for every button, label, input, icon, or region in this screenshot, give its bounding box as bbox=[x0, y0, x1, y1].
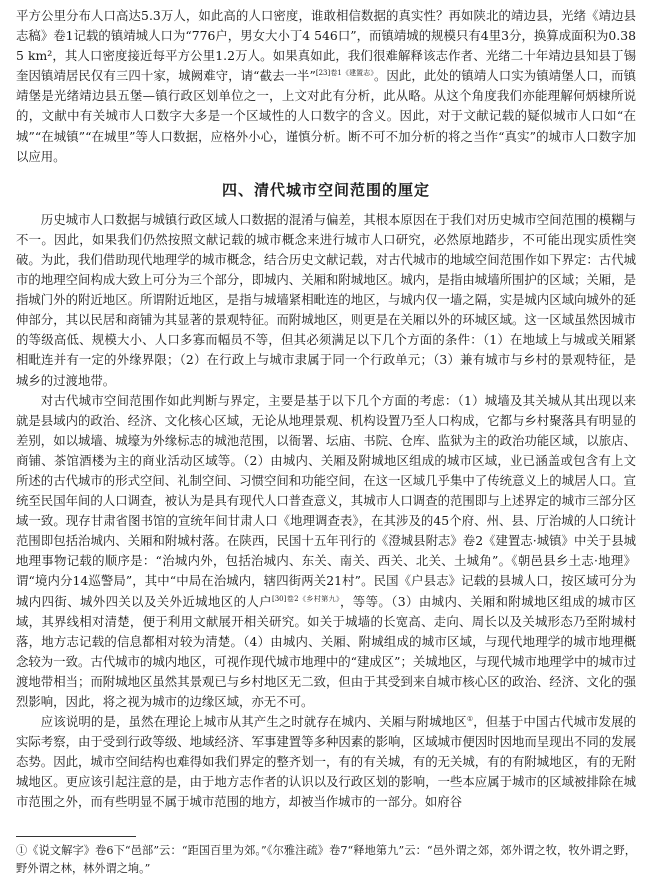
footnote-divider bbox=[16, 836, 136, 837]
section-heading: 四、清代城市空间范围的厘定 bbox=[221, 180, 430, 199]
text-run: 平方公里分布人口高达5.3万人，如此高的人口密度，谁敢相信数据的真实性？再如陕北的靖边县，光绪《靖边县志稿》卷1记载的镇靖城人口为“776户，男女大小丁4 546口”，而镇靖城的规模只有4里3分，换算成面积为0.385 km²，其人口密度接近每平方公里1.2万人。如果真如此，我们很难解释该志作者、光绪二十年靖边县知县丁锡奎因镇靖居民仅有三四十家，城阙难守，请“截去一半” bbox=[16, 8, 636, 84]
footnote: ①《说文解字》卷6下“邑部”云：“距国百里为郊。”《尔雅注疏》卷7“释地第九”云：“邑外谓之郊，郊外谓之牧，牧外谓之野，野外谓之林，林外谓之垧。” bbox=[16, 844, 636, 875]
text-run: 。因此，此处的镇靖人口实为镇靖堡人口，而镇靖堡是光绪靖边县五堡—镇行政区划单位之一，上文对此有分析，此从略。从这个角度我们亦能理解何炳棣所说的，文献中有关城市人口数字大多是一个区域性的人口数字的含义。因此，对于文献记载的疑似城市人口如“在城”“在城镇”“在城里”等人口数据，应格外小心，谨慎分析。断不可不加分析的将之当作“真实”的城市人口数字加以应用。 bbox=[16, 68, 637, 164]
text-run: ，但基于中国古代城市发展的实际考察，由于受到行政等级、地域经济、军事建置等多种因素的影响，区域城市便因时因地而呈现出不同的发展态势。因此，城市空间结构也难得如我们界定的整齐划一，有的有关城，有的无关城，有的有附城地区，有的无附城地区。更应该引起注意的是，由于地方志作者的认识以及行政区划的影响，一些本应属于城市的区域被排除在城市范围之外，而有些明显不属于城市范围的地方，却被当作城市的一部分。如府谷 bbox=[16, 714, 637, 810]
citation-30: [30]卷2《乡村第九》 bbox=[271, 594, 340, 603]
text-run: 应该说明的是，虽然在理论上城市从其产生之时就存在城内、关厢与附城地区 bbox=[40, 714, 467, 730]
footnote-marker: ① bbox=[466, 714, 474, 723]
paragraph-2: 历史城市人口数据与城镇行政区域人口数据的混淆与偏差，其根本原因在于我们对历史城市空间范围的模糊与不一。因此，如果我们仍然按照文献记载的城市概念来进行城市人口研究，必然原地踏步，不可能出现实质性突破。为此，我们借助现代地理学的城市概念，结合历史文献记载，对古代城市的地域空间范围作如下界定：古代城市的地理空间构成大致上可分为三个部分，即城内、关厢和附城地区。城内，是指由城墙所围护的区域；关厢，是指城门外的附近地区。所谓附近地区，是指与城墙紧相毗连的地区，与城内仅一墙之隔，实是城内区域向城外的延伸部分，其以民居和商铺为其显著的景观特征。而附城地区，则更是在关厢以外的环城区域。这一区域虽然因城市的等级高低、规模大小、人口多寡而幅员不等，但其必须满足以下几个方面的条件：（1）在地域上与城或关厢紧相毗连并有一定的外缘界限；（2）在行政上与城市隶属于同一个行政单元；（3）兼有城市与乡村的景观特征，是城乡的过渡地带。 bbox=[16, 211, 636, 388]
text-run: 对古代城市空间范围作如此判断与界定，主要是基于以下几个方面的考虑：（1）城墙及其关城从其出现以来就是县域内的政治、经济、文化核心区域，无论从地理景观、机构设置乃至人口构成，它都与乡村聚落具有明显的差别，如以城墙、城壕为外缘标志的城池范围，以衙署、坛庙、书院、仓库、监狱为主的政治功能区域，以旅店、商铺、茶馆酒楼为主的商业活动区域等。（2）由城内、关厢及附城地区组成的城市区域，业已涵盖或包含有上文所述的古代城市的形式空间、礼制空间、习惯空间和功能空间，在这一区域几乎集中了传统意义上的城居人口。宣统至民国年间的人口调查，被认为是具有现代人口普查意义，其城市人口调查的范围即与上述界定的城市三部分区域一致。现存甘肃省图书馆的宣统年间甘肃人口《地理调查表》，在其涉及的45个府、州、县、厅治城的人口统计范围即包括治城内、关厢和附城村落。在陕西，民国十五年刊行的《澄城县附志》卷2《建置志·城镇》中关于县城地理事物记载的顺序是：“治城内外，包括治城内、东关、南关、西关、北关、土城角”。《朝邑县乡土志·地理》谓“境内分14巡警局”，其中“中局在治城内，辖四街两关21村”。民国《户县志》记载的县城人口，按区域可分为城内四街、城外四关以及关外近城地区的人户 bbox=[16, 392, 636, 609]
text-run: ，等等。（3）由城内、关厢和附城地区组成的城市区域，其界线相对清楚，便于利用文献展开相关研究。如关于城墙的长宽高、走向、周长以及关城形态乃至附城村落，地方志记载的信息都相对较为清楚。（4）由城内、关厢、附城组成的城市区域，与现代地理学的城市地理概念较为一致。古代城市的城内地区，可视作现代城市地理中的“建成区”；关城地区，与现代城市地理学中的城市过渡地带相当；而附城地区虽然其景观已与乡村地区无二致，但由于其受到来自城市核心区的政治、经济、文化的强烈影响，因此，将之视为城市的边缘区域，亦无不可。 bbox=[16, 593, 637, 709]
paragraph-1 bbox=[16, 6, 636, 167]
paragraph-3 bbox=[16, 391, 636, 713]
paragraph-4 bbox=[16, 712, 636, 812]
citation-23: [23]卷1《建置志》 bbox=[315, 69, 374, 78]
